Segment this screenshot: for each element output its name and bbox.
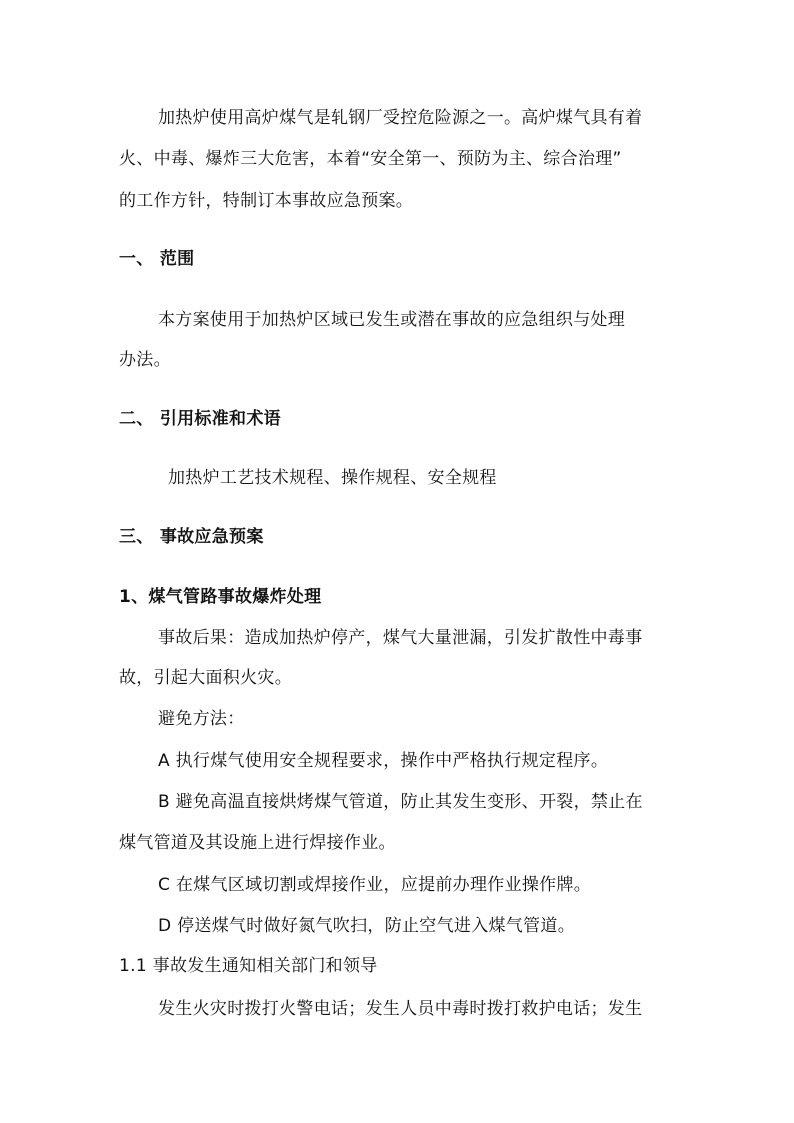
section-heading-emergency-plan: 三、 事故应急预案 [119,527,264,547]
avoid-methods-heading: 避免方法： [158,709,245,729]
avoid-item-b-line-1: B 避免高温直接烘烤煤气管道，防止其发生变形、开裂，禁止在 [158,792,643,812]
avoid-item-d: D 停送煤气时做好氮气吹扫，防止空气进入煤气管道。 [158,916,575,936]
intro-line-1: 加热炉使用高炉煤气是轧钢厂受控危险源之一。高炉煤气具有着 [158,108,643,128]
section-heading-standards: 二、 引用标准和术语 [119,409,281,429]
scope-line-1: 本方案使用于加热炉区域已发生或潜在事故的应急组织与处理 [158,310,626,330]
avoid-item-c: C 在煤气区域切割或焊接作业，应提前办理作业操作牌。 [158,875,592,895]
avoid-item-a: A 执行煤气使用安全规程要求，操作中严格执行规定程序。 [158,751,609,771]
notify-line-1: 发生火灾时拨打火警电话；发生人员中毒时拨打救护电话；发生 [158,999,643,1019]
standards-line-1: 加热炉工艺技术规程、操作规程、安全规程 [168,468,497,488]
scope-line-2: 办法。 [119,350,171,370]
subsection-heading-notify: 1.1 事故发生通知相关部门和领导 [119,956,378,976]
consequence-line-1: 事故后果：造成加热炉停产，煤气大量泄漏，引发扩散性中毒事 [158,628,643,648]
intro-line-2: 火、中毒、爆炸三大危害，本着“安全第一、预防为主、综合治理” [119,149,622,169]
subsection-heading-gas-pipeline: 1、煤气管路事故爆炸处理 [119,587,322,607]
consequence-line-2: 故，引起大面积火灾。 [119,668,292,688]
intro-line-3: 的工作方针，特制订本事故应急预案。 [119,191,414,211]
avoid-item-b-line-2: 煤气管道及其设施上进行焊接作业。 [119,833,396,853]
section-heading-scope: 一、 范围 [119,249,195,269]
